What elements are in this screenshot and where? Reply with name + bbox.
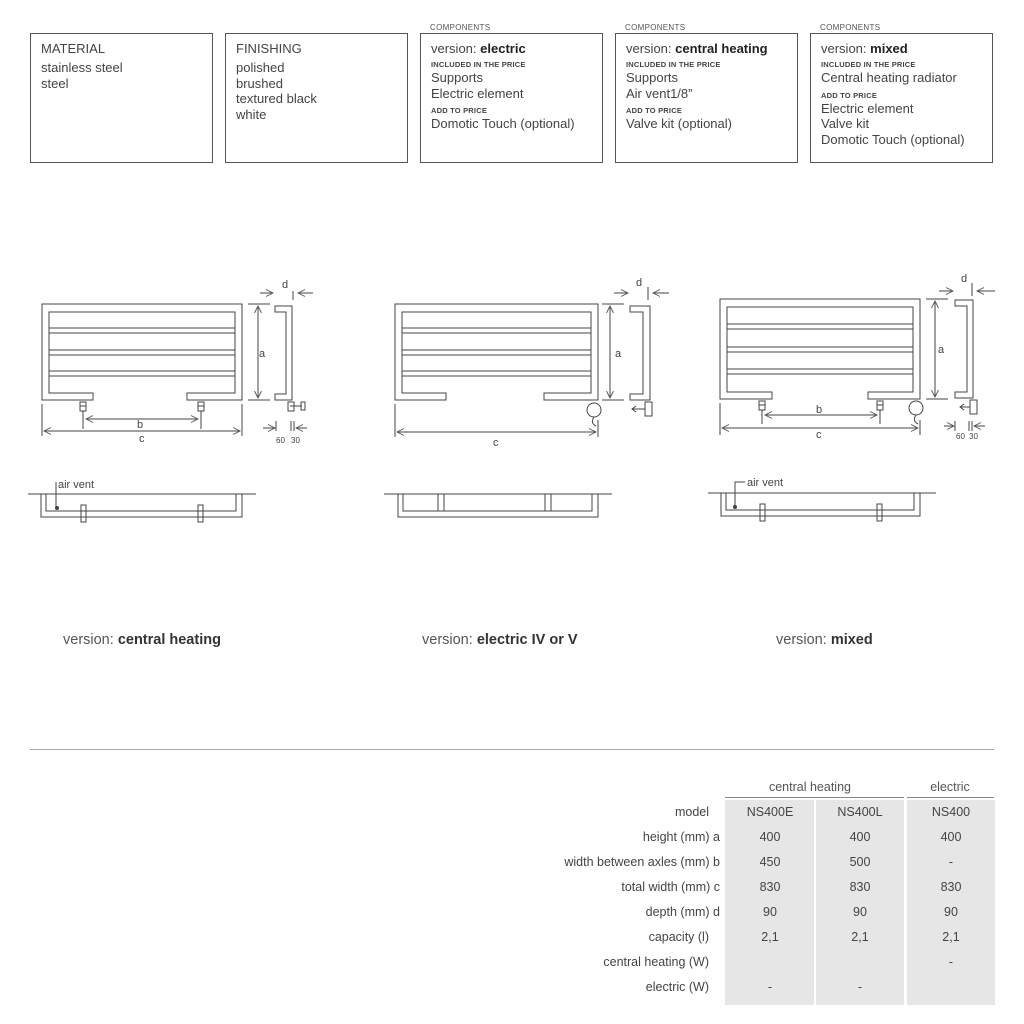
- dim-label-a: a: [259, 348, 266, 360]
- add-item: Valve kit: [821, 116, 870, 131]
- included-item: Electric element: [431, 85, 524, 101]
- dim-label-60: 60: [276, 436, 285, 445]
- version-heading: version: central heating: [626, 41, 768, 56]
- table-cell: 2,1: [942, 930, 960, 944]
- table-cell: -: [857, 980, 863, 994]
- table-cell: 450: [759, 855, 781, 869]
- finishing-item: brushed: [236, 75, 283, 91]
- components-caption: COMPONENTS: [820, 23, 881, 32]
- components-caption: COMPONENTS: [430, 23, 491, 32]
- table-cell: 500: [849, 855, 871, 869]
- group-header-electric: electric: [930, 780, 970, 794]
- dim-label-c: c: [493, 437, 499, 449]
- material-title: MATERIAL: [41, 41, 106, 56]
- row-label: depth (mm) d: [645, 905, 720, 919]
- electric-front-view: [395, 304, 624, 437]
- row-label: width between axles (mm) b: [564, 855, 720, 869]
- material-item: stainless steel: [41, 60, 123, 75]
- row-label: model: [674, 805, 709, 819]
- finishing-item: white: [236, 106, 267, 122]
- electric-side-view: [614, 287, 669, 416]
- dim-label-d: d: [636, 277, 643, 289]
- finishing-item: textured black: [236, 91, 317, 106]
- table-cell: 90: [763, 905, 777, 919]
- table-cell: 2,1: [851, 930, 869, 944]
- included-item: Air vent1/8”: [626, 85, 693, 101]
- version-heading: version: mixed: [821, 41, 908, 56]
- table-cell: 830: [940, 880, 962, 894]
- dim-label-a: a: [615, 348, 622, 360]
- table-cell: 830: [759, 880, 781, 894]
- dim-label-d: d: [961, 273, 968, 285]
- version-label-mixed: version: mixed: [776, 632, 873, 648]
- dim-label-b: b: [137, 419, 144, 431]
- version-heading: version: electric: [431, 41, 526, 56]
- table-cell: 90: [944, 905, 958, 919]
- section-divider: [30, 749, 994, 750]
- finishing-item: polished: [236, 60, 285, 75]
- table-cell: -: [767, 980, 773, 994]
- mixed-front-view: [720, 299, 948, 435]
- dim-label-a: a: [938, 344, 945, 356]
- included-label: INCLUDED IN THE PRICE: [431, 60, 526, 69]
- table-cell: 2,1: [761, 930, 779, 944]
- included-item: Central heating radiator: [821, 70, 957, 85]
- table-cell: NS400L: [837, 805, 883, 819]
- add-item: Domotic Touch (optional): [821, 131, 965, 147]
- add-item: Valve kit (optional): [626, 116, 732, 131]
- row-label: capacity (l): [648, 930, 709, 944]
- row-label: central heating (W): [603, 955, 709, 969]
- version-label-central-heating: version: central heating: [63, 632, 221, 648]
- table-cell: 400: [940, 830, 962, 844]
- table-cell: 830: [849, 880, 871, 894]
- table-cell: NS400: [931, 805, 971, 819]
- row-label: height (mm) a: [642, 830, 720, 844]
- material-item: steel: [41, 75, 69, 91]
- dim-label-30: 30: [291, 436, 300, 445]
- dim-label-30: 30: [969, 432, 978, 441]
- add-item: Domotic Touch (optional): [431, 116, 575, 131]
- dim-label-d: d: [282, 279, 289, 291]
- version-label-electric: version: electric IV or V: [422, 632, 578, 648]
- included-label: INCLUDED IN THE PRICE: [821, 60, 916, 69]
- included-item: Supports: [626, 70, 679, 85]
- included-item: Supports: [431, 70, 484, 85]
- row-label: total width (mm) c: [621, 880, 720, 894]
- table-cell: 400: [759, 830, 781, 844]
- mixed-top-view: [708, 482, 936, 521]
- dim-label-c: c: [139, 433, 145, 445]
- components-caption: COMPONENTS: [625, 23, 686, 32]
- mixed-side-view: [939, 283, 995, 431]
- dim-label-b: b: [816, 404, 823, 416]
- table-cell: 90: [853, 905, 867, 919]
- table-cell: 400: [849, 830, 871, 844]
- air-vent-label: air vent: [747, 477, 784, 489]
- finishing-title: FINISHING: [236, 41, 302, 56]
- add-label: ADD TO PRICE: [821, 90, 878, 100]
- electric-top-view: [384, 494, 612, 517]
- table-cell: -: [948, 855, 954, 869]
- add-label: ADD TO PRICE: [431, 106, 488, 115]
- group-underline: [725, 797, 904, 798]
- table-cell: NS400E: [746, 805, 794, 819]
- add-item: Electric element: [821, 100, 914, 116]
- add-label: ADD TO PRICE: [626, 106, 683, 115]
- included-label: INCLUDED IN THE PRICE: [626, 60, 721, 69]
- central-heating-front-view: [42, 304, 270, 436]
- group-underline: [907, 797, 994, 798]
- table-cell: -: [948, 955, 954, 969]
- dim-label-c: c: [816, 429, 822, 441]
- dim-label-60: 60: [956, 432, 965, 441]
- central-heating-side-view: [260, 291, 313, 431]
- row-label: electric (W): [645, 980, 709, 994]
- group-header-central-heating: central heating: [768, 780, 851, 794]
- air-vent-label: air vent: [58, 479, 95, 491]
